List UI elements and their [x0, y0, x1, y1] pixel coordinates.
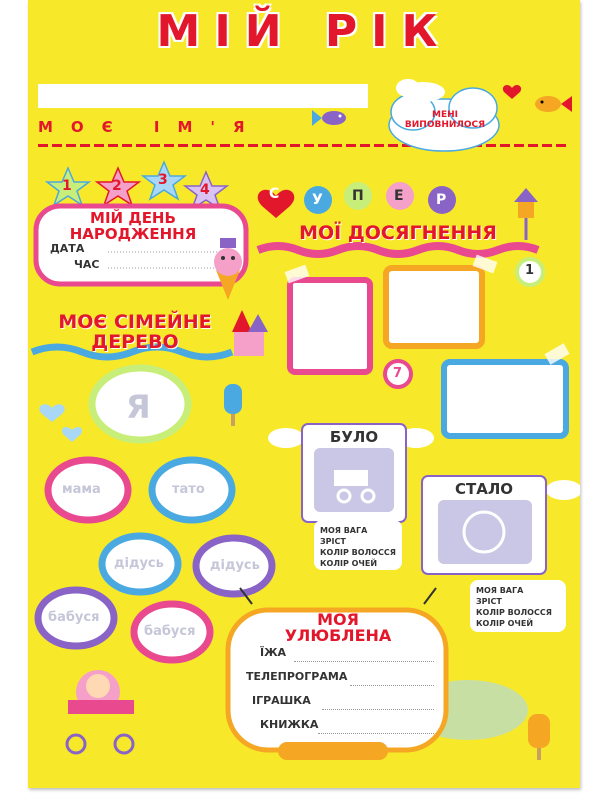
date-label: ДАТА [50, 242, 85, 255]
age-cloud-label: МЕНІ ВИПОВНИЛОСЯ [404, 110, 486, 130]
blue-heart-icon [39, 404, 64, 422]
became-height-label: ЗРІСТ [476, 597, 502, 606]
became-title: СТАЛО [454, 480, 514, 498]
favorite-title-1: МОЯ [317, 610, 359, 629]
favorite-food-label: ЇЖА [260, 646, 287, 659]
popsicle-icon [528, 714, 550, 760]
birthday-title: МІЙ ДЕНЬ НАРОДЖЕННЯ [69, 209, 197, 243]
became-hair-label: КОЛІР ВОЛОССЯ [476, 608, 552, 617]
medal-number: 7 [393, 366, 403, 381]
became-eyes-label: КОЛІР ОЧЕЙ [476, 619, 534, 628]
star-number: 1 [62, 178, 72, 194]
photo-frame-1 [290, 280, 370, 372]
medal-number: 1 [525, 263, 535, 278]
family-member-grandfather: дідусь [114, 556, 164, 571]
favorite-tv-label: ТЕЛЕПРОГРАМА [246, 670, 348, 683]
poster [28, 0, 580, 788]
fish-icon [535, 96, 572, 112]
heart-icon [503, 85, 521, 99]
photo-frame-2 [386, 268, 482, 346]
fish-icon [312, 110, 346, 126]
favorite-line[interactable] [318, 732, 434, 734]
family-member-grandmother: бабуся [144, 624, 196, 639]
baby-carriage-icon [67, 670, 134, 753]
castle-icon [232, 310, 268, 356]
was-weight-label: МОЯ ВАГА [320, 526, 368, 535]
was-hair-label: КОЛІР ВОЛОССЯ [320, 548, 396, 557]
super-letter: С [269, 186, 280, 202]
family-member-mother: мама [62, 482, 101, 497]
favorite-line[interactable] [322, 708, 434, 710]
super-letter: У [312, 192, 323, 208]
star-number: 2 [112, 178, 122, 194]
achievements-banner [258, 246, 538, 254]
favorite-toy-label: ІГРАШКА [252, 694, 311, 707]
family-member-father: тато [172, 482, 205, 497]
family-title: МОЄ СІМЕЙНЕ ДЕРЕВО [58, 311, 212, 353]
family-member-grandfather: дідусь [210, 558, 260, 573]
was-eyes-label: КОЛІР ОЧЕЙ [320, 559, 378, 568]
page-title: МІЙ РІК [156, 6, 452, 57]
star-number: 4 [200, 182, 210, 198]
super-letter: Р [436, 192, 447, 208]
super-letter: Е [394, 188, 404, 204]
family-me: Я [126, 388, 151, 426]
was-title: БУЛО [329, 428, 379, 446]
family-member-grandmother: бабуся [48, 610, 100, 625]
time-label: ЧАС [74, 258, 100, 271]
star-number: 3 [158, 172, 168, 188]
favorite-line[interactable] [350, 684, 434, 686]
favorite-book-label: КНИЖКА [260, 718, 319, 731]
blue-heart-icon [62, 427, 82, 442]
super-letter: П [352, 188, 364, 204]
was-height-label: ЗРІСТ [320, 537, 346, 546]
favorite-title-2: УЛЮБЛЕНА [284, 626, 392, 645]
popsicle-icon [224, 384, 242, 426]
favorite-line[interactable] [294, 660, 434, 662]
became-weight-label: МОЯ ВАГА [476, 586, 524, 595]
photo-frame-3 [444, 362, 566, 436]
name-label: МОЄ ІМ'Я [38, 118, 263, 136]
achievements-title: МОЇ ДОСЯГНЕННЯ [299, 222, 497, 244]
